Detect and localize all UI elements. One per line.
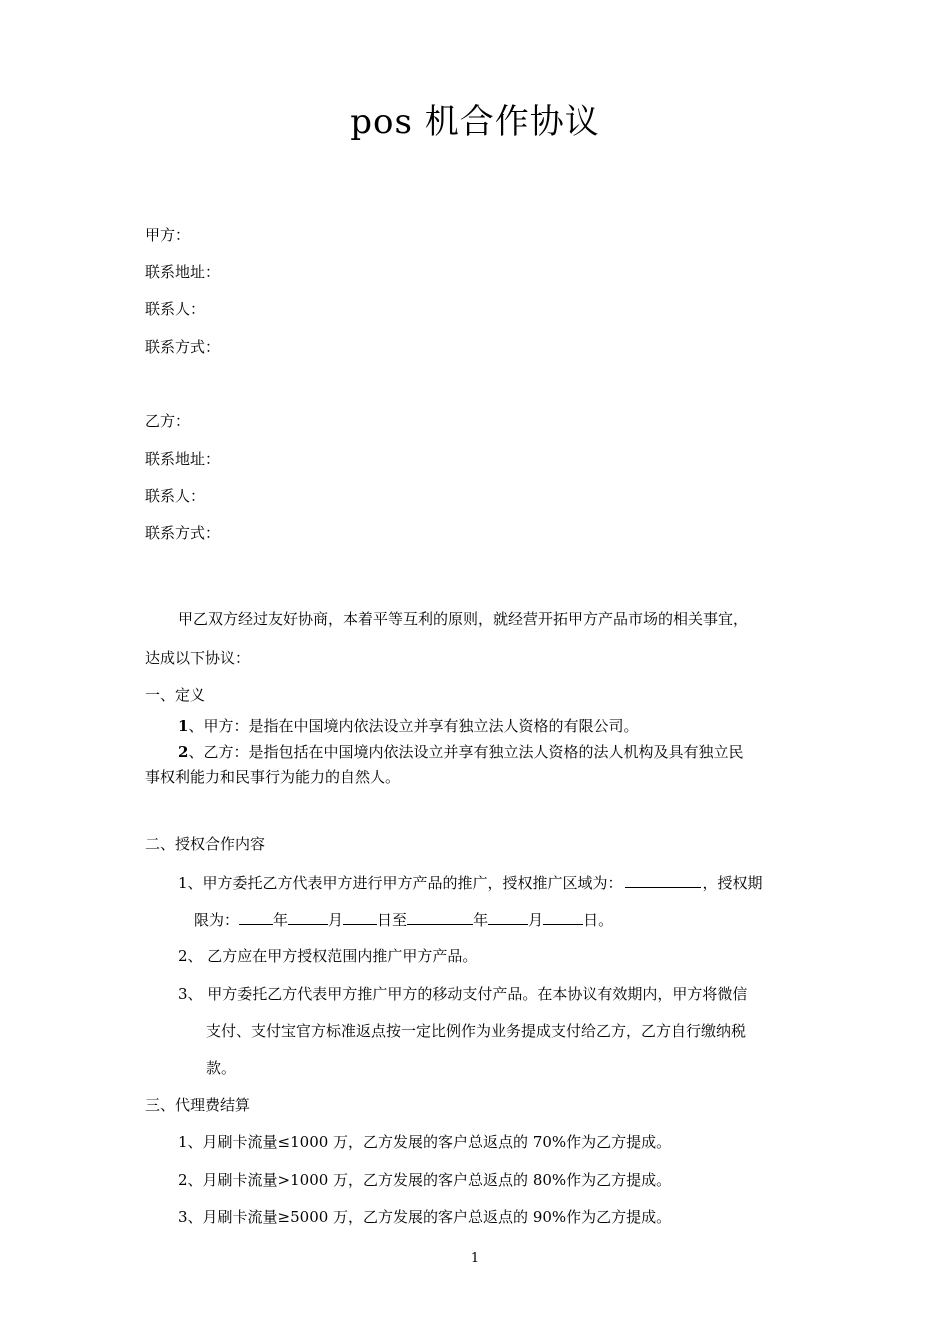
intro-line-1: 甲乙双方经过友好协商，本着平等互利的原则，就经营开拓甲方产品市场的相关事宜， (178, 610, 749, 628)
section-3-item-2: 2、月刷卡流量>1000 万，乙方发展的客户总返点的 80%作为乙方提成。 (178, 1171, 672, 1189)
section-2-item-3-cont: 支付、支付宝官方标准返点按一定比例作为业务提成支付给乙方，乙方自行缴纳税 (206, 1022, 747, 1040)
section-2-item-2: 2、 乙方应在甲方授权范围内推广甲方产品。 (178, 947, 478, 965)
year-blank (407, 908, 473, 925)
item-text: 1、甲方委托乙方代表甲方进行甲方产品的推广，授权推广区域为： (178, 874, 623, 892)
item-text: 、甲方：是指在中国境内依法设立并享有独立法人资格的有限公司。 (188, 717, 639, 735)
party-b-contact-label: 联系人： (145, 487, 206, 505)
year-label: 年 (473, 911, 489, 929)
section-1-item-2 (178, 742, 743, 762)
item-number: 1 (178, 717, 189, 735)
party-b-label: 乙方： (145, 412, 191, 430)
month-blank (288, 908, 328, 925)
year-blank (239, 908, 273, 925)
intro-line-2: 达成以下协议： (145, 649, 251, 667)
section-2-item-1 (178, 871, 763, 893)
party-a-phone-label: 联系方式： (145, 338, 221, 356)
day-blank (343, 908, 377, 925)
item-text: 、乙方：是指包括在中国境内依法设立并享有独立法人资格的法人机构及具有独立民 (188, 743, 744, 761)
section-1-item-1 (178, 716, 638, 736)
item-text: ，授权期 (702, 874, 763, 892)
month-label: 月 (528, 911, 544, 929)
month-blank (488, 908, 528, 925)
month-label: 月 (328, 911, 344, 929)
day-blank (543, 908, 583, 925)
section-1-item-2-cont: 事权利能力和民事行为能力的自然人。 (145, 768, 401, 786)
section-3-item-1: 1、月刷卡流量≤1000 万，乙方发展的客户总返点的 70%作为乙方提成。 (178, 1133, 672, 1151)
party-b-phone-label: 联系方式： (145, 524, 221, 542)
year-label: 年 (273, 911, 289, 929)
page-number: 1 (470, 1251, 480, 1266)
item-number: 2 (178, 743, 189, 761)
party-a-address-label: 联系地址： (145, 263, 221, 281)
section-1-heading: 一、定义 (145, 686, 206, 704)
section-3-heading: 三、代理费结算 (145, 1096, 251, 1114)
section-2-heading: 二、授权合作内容 (145, 835, 266, 853)
section-3-item-3: 3、月刷卡流量≥5000 万，乙方发展的客户总返点的 90%作为乙方提成。 (178, 1208, 672, 1226)
section-2-item-3-end: 款。 (206, 1059, 237, 1077)
day-label: 日。 (583, 911, 614, 929)
section-2-item-1-term (194, 908, 613, 930)
term-prefix: 限为： (194, 911, 240, 929)
day-to-label: 日至 (377, 911, 408, 929)
document-title: pos 机合作协议 (350, 102, 600, 142)
section-2-item-3: 3、 甲方委托乙方代表甲方推广甲方的移动支付产品。在本协议有效期内，甲方将微信 (178, 985, 748, 1003)
party-a-contact-label: 联系人： (145, 300, 206, 318)
region-blank (625, 871, 701, 888)
party-a-label: 甲方： (145, 226, 191, 244)
party-b-address-label: 联系地址： (145, 450, 221, 468)
